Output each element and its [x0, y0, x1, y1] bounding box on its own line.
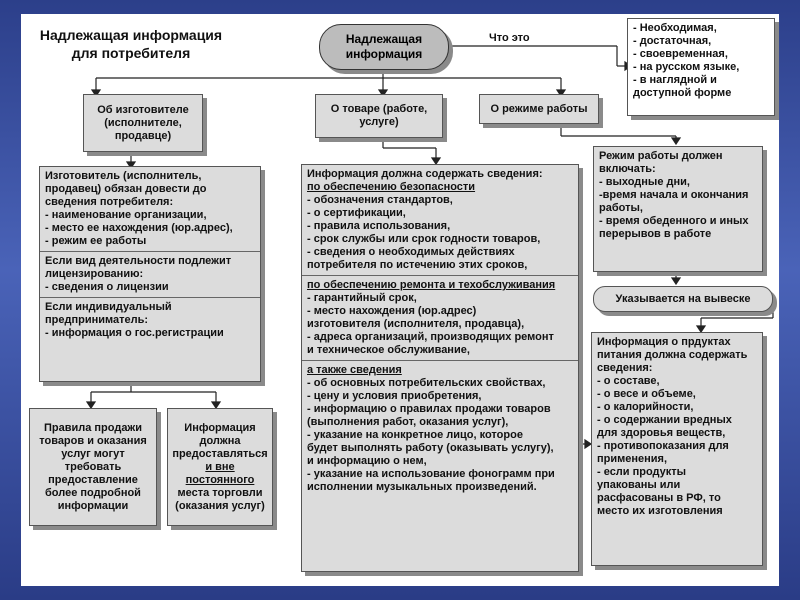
page-title: Надлежащая информация для потребителя [39, 27, 223, 61]
info-outside-box: Информация должна предоставляться и вне постоянного места торговли (оказания услуг) [167, 408, 273, 526]
work-mode-node: О режиме работы [479, 94, 599, 124]
product-details: Информация должна содержать сведения: по обеспечению безопасности - обозначения стандартов, - о сертификации, - правила использования, - срок службы или срок годности товаров, - сведения о необходимых действиях потребителя по истечению этих сроков, по обеспечению ремонта и техобслуживания - гарантийный срок, - место нахождения (юр.адрес) изготовителя (исполнителя, продавца), - адреса организаций, производящих ремонт и техническое обслуживание, а также сведения - об основных потребительских свойствах, - цену и условия приобретения, - информацию о правилах продажи товаров (выполнения работ, оказания услуг), - указание на конкретное лицо, которое будет выполнять работу (оказывать услугу), и информацию о нем, - указание на использование фонограмм при исполнении музыкальных произведений. [301, 164, 579, 572]
product-node: О товаре (работе, услуге) [315, 94, 443, 138]
what-is-label: Что это [489, 32, 530, 44]
food-info-box: Информация о прдуктах питания должна содержать сведения: - о составе, - о весе и объеме, - о калорийности, - о содержании вредных для здоровья веществ, - противопоказания для применения, - если продукты упакованы или расфасованы в РФ, то место их изготовления [591, 332, 763, 566]
sale-rules-box: Правила продажи товаров и оказания услуг могут требовать предоставление более подробной информации [29, 408, 157, 526]
central-node: Надлежащая информация [319, 24, 449, 70]
manufacturer-details: Изготовитель (исполнитель, продавец) обязан довести до сведения потребителя: - наименование организации, - место ее нахождения (юр.адрес), - режим ее работы Если вид деятельности подлежит лицензированию: - сведения о лицензии Если индивидуальный предприниматель: - информация о гос.регистрации [39, 166, 261, 382]
manufacturer-node: Об изготовителе (исполнителе, продавце) [83, 94, 203, 152]
signboard-node: Указывается на вывеске [593, 286, 773, 312]
work-mode-details: Режим работы должен включать: - выходные дни, -время начала и окончания работы, - время обеденного и иных перерывов в работе [593, 146, 763, 272]
characteristics-box: - Необходимая, - достаточная, - своевременная, - на русском языке, - в наглядной и доступной форме [627, 18, 775, 116]
diagram-canvas [21, 14, 779, 586]
